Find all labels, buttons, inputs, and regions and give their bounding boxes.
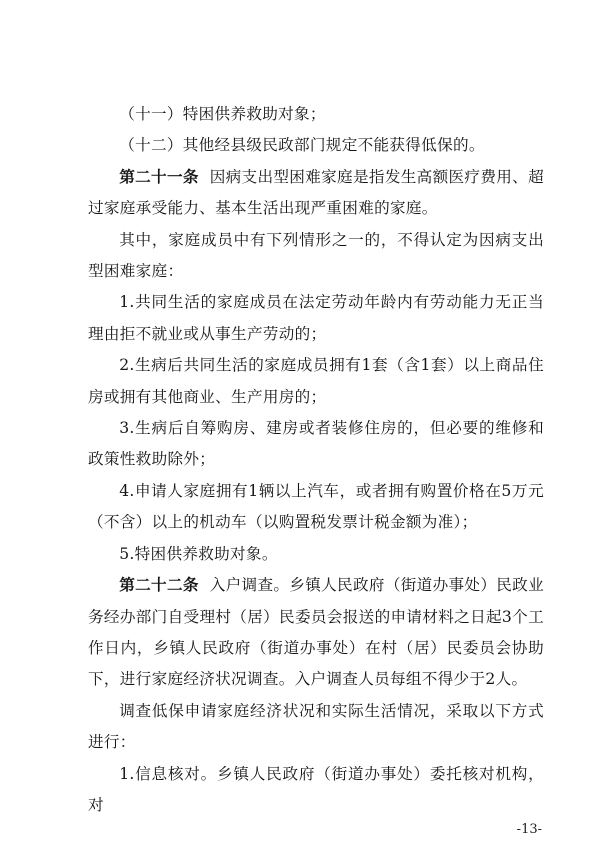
paragraph-item-12 (88, 130, 544, 161)
paragraph-text: 4.申请人家庭拥有1辆以上汽车，或者拥有购置价格在5万元（不含）以上的机动车（以购置税发票计税金额为准）； (88, 481, 544, 532)
paragraph-survey-methods (88, 696, 544, 759)
exclusion-item-3 (88, 413, 544, 476)
article-22 (88, 570, 544, 696)
paragraph-item-11 (88, 99, 544, 130)
exclusion-item-4 (88, 476, 544, 539)
article-number: 第二十二条 (119, 576, 199, 595)
page-number: -13- (516, 822, 542, 837)
exclusion-item-2 (88, 350, 544, 413)
paragraph-text: 其中，家庭成员中有下列情形之一的，不得认定为因病支出型困难家庭： (88, 230, 544, 281)
paragraph-text: 因病支出型困难家庭是指发生高额医疗费用、超过家庭承受能力、基本生活出现严重困难的家庭。 (88, 167, 544, 218)
paragraph-text: 1.信息核对。乡镇人民政府（街道办事处）委托核对机构，对 (88, 764, 544, 814)
paragraph-text: 1.共同生活的家庭成员在法定劳动年龄内有劳动能力无正当理由拒不就业或从事生产劳动的； (88, 293, 544, 343)
paragraph-text: （十二）其他经县级民政部门规定不能获得低保的。 (119, 136, 485, 155)
paragraph-text: 5.特困供养救助对象。 (119, 544, 278, 563)
document-body (88, 99, 544, 821)
method-item-1 (88, 759, 544, 822)
exclusion-item-5 (88, 539, 544, 570)
paragraph-text: （十一）特困供养救助对象； (119, 105, 326, 123)
paragraph-text: 2.生病后共同生活的家庭成员拥有1套（含1套）以上商品住房或拥有其他商业、生产用房的； (88, 356, 544, 406)
article-21 (88, 162, 544, 225)
paragraph-exclusions-intro (88, 225, 544, 288)
exclusion-item-1 (88, 287, 544, 350)
article-number: 第二十一条 (119, 167, 199, 186)
paragraph-text: 3.生病后自筹购房、建房或者装修住房的，但必要的维修和政策性救助除外； (88, 419, 544, 469)
paragraph-text: 入户调查。乡镇人民政府（街道办事处）民政业务经办部门自受理村（居）民委员会报送的申请材料之日起3个工作日内，乡镇人民政府（街道办事处）在村（居）民委员会协助下，进行家庭经济状况调查。入户调查人员每组不得少于2人。 (88, 576, 544, 689)
paragraph-text: 调查低保申请家庭经济状况和实际生活情况，采取以下方式进行： (88, 701, 544, 752)
